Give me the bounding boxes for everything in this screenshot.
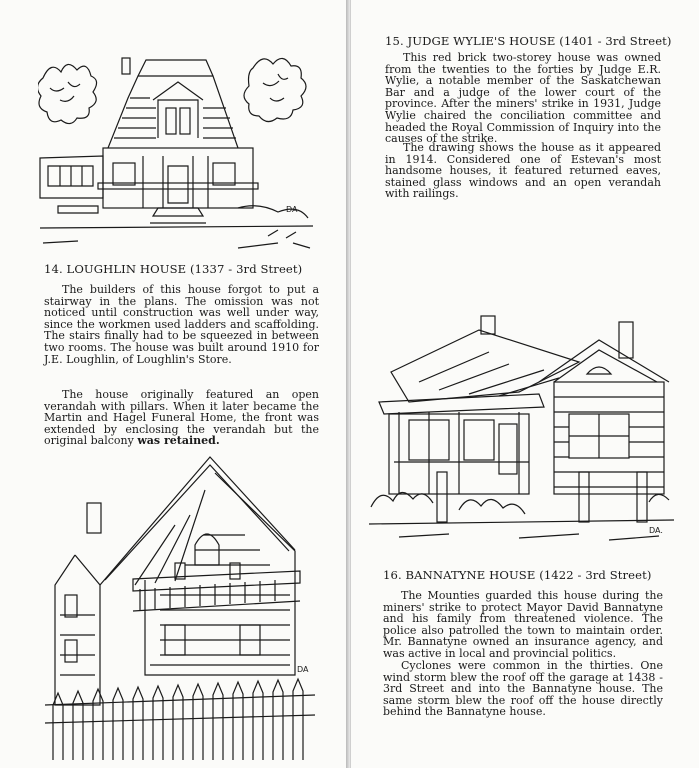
section-15-paragraph-2: The drawing shows the house as it appeared in 1914. Considered one of Estevan's most handsome houses, it featured returned eaves, stained glass windows and an open verandah with railings. bbox=[385, 141, 661, 201]
section-14-paragraph-2-bold: was retained. bbox=[137, 434, 220, 448]
section-16-heading: 16. BANNATYNE HOUSE (1422 - 3rd Street) bbox=[383, 568, 652, 582]
bannatyne-house-drawing bbox=[369, 312, 674, 544]
wylie-house-drawing bbox=[38, 38, 313, 250]
drawing-signature: DA. bbox=[649, 526, 663, 535]
drawing-signature: DA bbox=[297, 665, 309, 674]
right-page bbox=[350, 0, 699, 768]
section-15-paragraph-1: This red brick two-storey house was owned from the twenties to the forties by Judge E.R. Wylie, a notable member of the Saskatchewan Bar and a judge of the lower court of the province. After the miners' strike in 1931, Judge Wylie chaired the conciliation committee and headed the Royal Commission of Inquiry into the causes of the strike. bbox=[385, 51, 661, 146]
section-14-heading: 14. LOUGHLIN HOUSE (1337 - 3rd Street) bbox=[44, 262, 303, 276]
section-16-paragraph-1: The Mounties guarded this house during the miners' strike to protect Mayor David Bannatyne and his family from threatened violence. The police also patrolled the town to maintain order. Mr. Bannatyne owned an insurance agency, and was active in local and provincial politics. bbox=[383, 589, 663, 660]
section-14-paragraph-1: The builders of this house forgot to put a stairway in the plans. The omission was not noticed until construction was well under way, since the workmen used ladders and scaffolding. The stairs finally had to be squeezed in between two rooms. The house was built around 1910 for J.E. Loughlin, of Loughlin's Store. bbox=[44, 283, 319, 366]
section-16-paragraph-2: Cyclones were common in the thirties. One wind storm blew the roof off the garage at 1438 - 3rd Street and into the Bannatyne house. The same storm blew the roof off the house directly behind the Bannatyne house. bbox=[383, 659, 663, 719]
left-page bbox=[0, 0, 347, 768]
section-14-paragraph-2 bbox=[44, 389, 319, 447]
section-15-heading: 15. JUDGE WYLIE'S HOUSE (1401 - 3rd Street) bbox=[385, 34, 672, 48]
loughlin-house-drawing bbox=[45, 455, 315, 765]
drawing-signature: DA bbox=[286, 205, 298, 214]
section-14-paragraph-2-text: The house originally featured an open verandah with pillars. When it later became the Martin and Hagel Funeral Home, the front was extended by enclosing the verandah but the original balcony bbox=[44, 388, 319, 448]
